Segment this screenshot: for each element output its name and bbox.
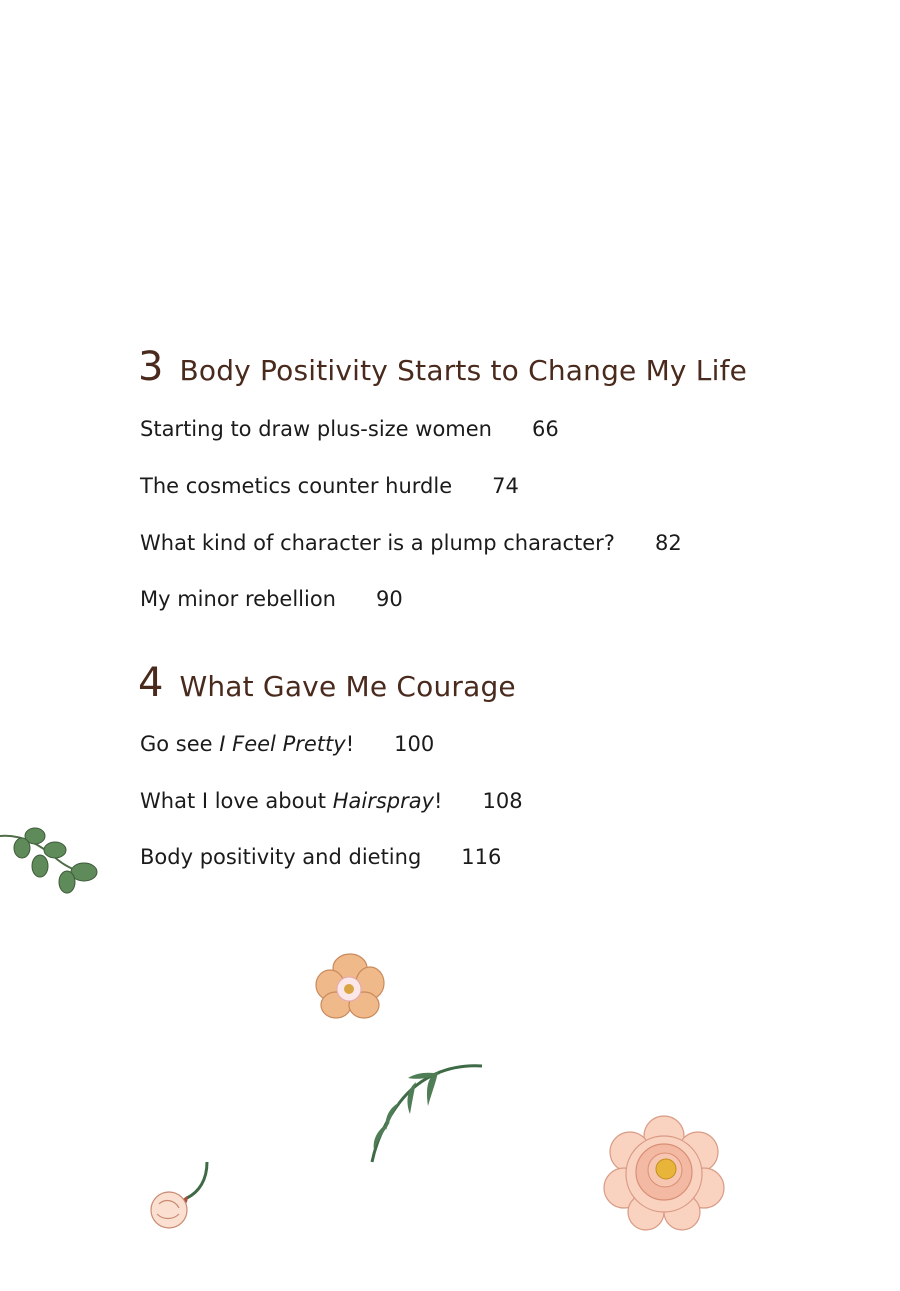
- chapter-3-heading: [138, 344, 747, 390]
- toc-entry[interactable]: [140, 417, 559, 441]
- entry-page-number: 90: [375, 587, 403, 611]
- entry-title-suffix: !: [345, 732, 355, 756]
- entry-title: The cosmetics counter hurdle: [140, 474, 453, 498]
- toc-entry[interactable]: [140, 531, 682, 555]
- entry-title-prefix: Go see: [140, 732, 220, 756]
- entry-title: Body positivity and dieting: [140, 845, 422, 869]
- entry-page-number: 116: [461, 845, 502, 869]
- entry-title-italic: I Feel Pretty: [219, 732, 346, 756]
- chapter-title: What Gave Me Courage: [179, 670, 516, 703]
- toc-entry[interactable]: [140, 845, 501, 869]
- peony-flower-icon: [602, 1114, 726, 1232]
- entry-title: What kind of character is a plump character?: [140, 531, 615, 555]
- entry-title: My minor rebellion: [140, 587, 336, 611]
- entry-page-number: 66: [532, 417, 559, 441]
- entry-title: Starting to draw plus-size women: [140, 417, 492, 441]
- toc-entry[interactable]: [140, 732, 434, 756]
- chapter-4-heading: [138, 660, 516, 706]
- toc-entry[interactable]: [140, 587, 403, 611]
- toc-entry[interactable]: [140, 789, 523, 813]
- entry-title-italic: Hairspray: [332, 789, 435, 813]
- entry-title-suffix: !: [434, 789, 443, 813]
- eucalyptus-branch-icon: [0, 822, 104, 898]
- entry-page-number: 108: [482, 789, 523, 813]
- chapter-number: 3: [138, 344, 164, 390]
- entry-page-number: 100: [394, 732, 435, 756]
- chapter-number: 4: [138, 660, 164, 706]
- entry-page-number: 74: [492, 474, 519, 498]
- peach-flower-icon: [314, 953, 386, 1023]
- chapter-title: Body Positivity Starts to Change My Life: [179, 354, 748, 387]
- rose-bud-icon: [145, 1160, 211, 1232]
- toc-entry[interactable]: [140, 474, 519, 498]
- entry-title-prefix: What I love about: [140, 789, 333, 813]
- entry-page-number: 82: [654, 531, 682, 555]
- green-sprig-icon: [360, 1062, 486, 1166]
